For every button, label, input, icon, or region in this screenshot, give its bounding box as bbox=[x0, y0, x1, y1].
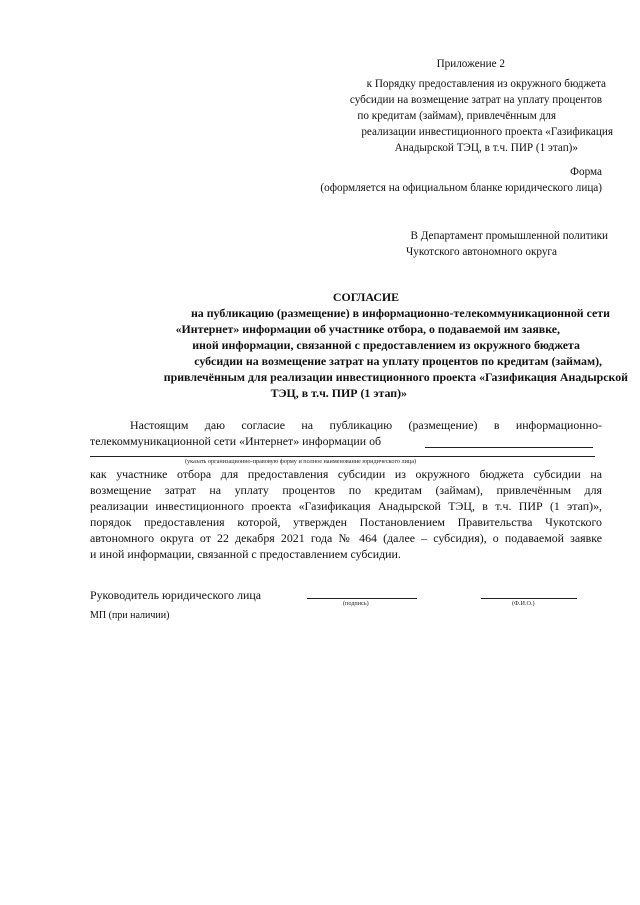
appendix-line-3: субсидии на возмещение затрат на уплату процентов bbox=[349, 94, 602, 106]
title-line-3: иной информации, связанной с предоставлением из окружного бюджета bbox=[192, 338, 580, 352]
full-name-hint: (Ф.И.О.) bbox=[512, 600, 535, 607]
entity-name-hint: (указать организационно-правовую форму и полное наименование юридического лица) bbox=[185, 458, 417, 465]
entity-name-field-continuation[interactable] bbox=[90, 456, 595, 457]
body-line-5: автономного округа от 22 декабря 2021 года № 464 (далее – субсидия), о подаваемой заявке bbox=[90, 531, 602, 545]
appendix-line-4: по кредитам (займам), привлечённым для bbox=[357, 110, 556, 122]
appendix-line-5: реализации инвестиционного проекта «Газификация bbox=[361, 126, 613, 138]
addressee-line-2: Чукотского автономного округа bbox=[406, 246, 557, 258]
signature-field[interactable] bbox=[307, 598, 417, 599]
form-label: Форма bbox=[570, 166, 602, 178]
body-line-4: порядок предоставления которой, утвержден Постановлением Правительства Чукотского bbox=[90, 515, 602, 529]
entity-name-field[interactable] bbox=[425, 447, 593, 448]
head-label: Руководитель юридического лица bbox=[90, 588, 262, 602]
appendix-line-2: к Порядку предоставления из окружного бюджета bbox=[366, 78, 606, 90]
body-line-3: реализации инвестиционного проекта «Газификация Анадырской ТЭЦ, в т.ч. ПИР (1 этап)», bbox=[90, 499, 602, 513]
title-line-6: ТЭЦ, в т.ч. ПИР (1 этап)» bbox=[270, 386, 407, 400]
intro-line-2: телекоммуникационной сети «Интернет» информации об bbox=[90, 434, 382, 448]
intro-line-1: Настоящим даю согласие на публикацию (размещение) в информационно- bbox=[130, 418, 602, 432]
title-line-2: «Интернет» информации об участнике отбора, о подаваемой им заявке, bbox=[175, 322, 560, 336]
title-line-5: привлечённым для реализации инвестиционного проекта «Газификация Анадырской bbox=[163, 370, 628, 384]
title-line-1: на публикацию (размещение) в информационно-телекоммуникационной сети bbox=[190, 306, 610, 320]
body-line-2: возмещение затрат на уплату процентов по кредитам (займам), привлечённым для bbox=[90, 483, 602, 497]
appendix-line-6: Анадырской ТЭЦ, в т.ч. ПИР (1 этап)» bbox=[394, 142, 578, 154]
title-line-4: субсидии на возмещение затрат на уплату процентов по кредитам (займам), bbox=[194, 354, 602, 368]
full-name-field[interactable] bbox=[481, 598, 577, 599]
addressee-line-1: В Департамент промышленной политики bbox=[410, 230, 608, 242]
body-line-6: и иной информации, связанной с предоставлением субсидии. bbox=[90, 547, 401, 561]
stamp-note: МП (при наличии) bbox=[90, 610, 170, 621]
document-title: СОГЛАСИЕ bbox=[332, 290, 400, 304]
form-note: (оформляется на официальном бланке юридического лица) bbox=[320, 182, 602, 194]
appendix-line-1: Приложение 2 bbox=[436, 58, 505, 70]
signature-hint: (подпись) bbox=[343, 600, 369, 607]
body-line-1: как участнике отбора для предоставления субсидии из окружного бюджета субсидии на bbox=[90, 467, 602, 481]
